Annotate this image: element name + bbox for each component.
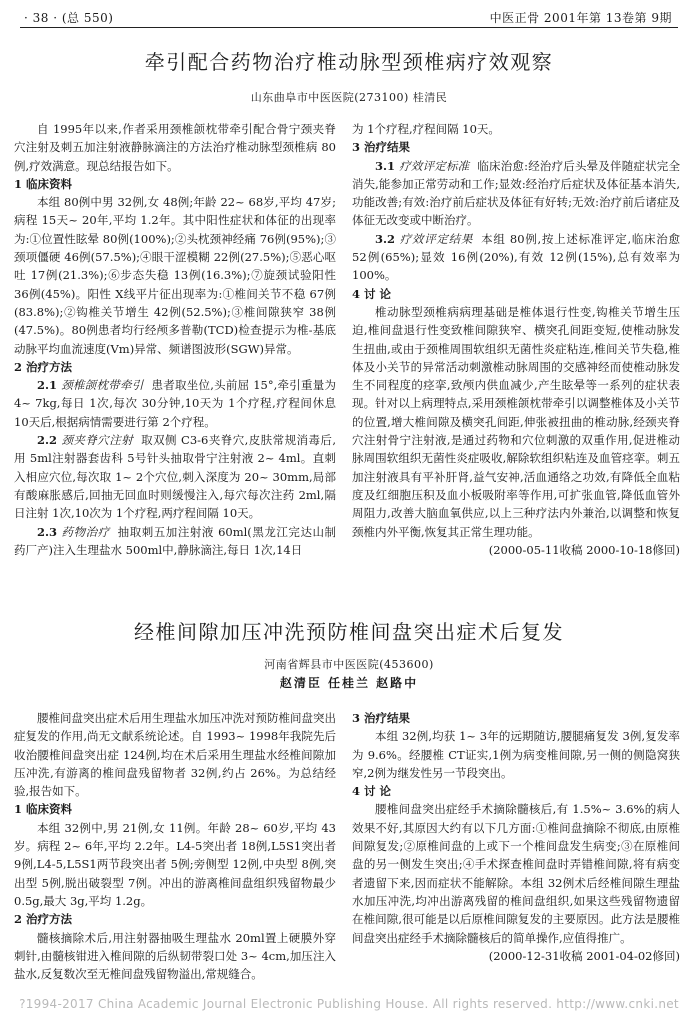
subsection-number: 2.3 — [37, 524, 58, 539]
subsection-paragraph — [352, 230, 680, 285]
article1-affiliation: 山东曲阜市中医医院(273100) 桂清民 — [250, 91, 448, 104]
section-heading: 2 治疗方法 — [14, 359, 73, 374]
subsection-title: 颈夹脊穴注射 — [61, 433, 134, 448]
received-date: (2000-12-31收稿 2001-04-02修回) — [488, 948, 680, 963]
body-paragraph: 本组 32例中,男 21例,女 11例。年龄 28~ 60岁,平均 43岁。病程 2~ 6年,平均 2.2年。L4-5突出者 18例,L5S1突出者 9例,L4-5,L5S1两节段突出者 5例;旁侧型 12例,中央型 8例,突出型 5例,脱出破裂型 7例。冲出的游离椎间盘组织残留物最少 0.5g,最大 3g,平均 1.2g。 — [14, 820, 336, 908]
section-heading: 4 讨 论 — [352, 784, 392, 799]
subsection-number: 2.2 — [37, 433, 58, 448]
body-paragraph: 腰椎间盘突出症经手术摘除髓核后,有 1.5%~ 3.6%的病人效果不好,其原因大约有以下几方面:①椎间盘摘除不彻底,由原椎间隙复发;②原椎间盘的上或下一个椎间盘发生病变;③在原椎间盘的另一侧发生突出;④手术探查椎间盘时弄错椎间隙,将有病变者遗留下来,因而症状不能解除。本组 32例术后经椎间隙生理盐水加压冲洗,均冲出游离残留的椎间盘组织,如果这些残留物遗留在椎间隙,很可能是以后原椎间隙复发的主要原因。此方法是腰椎间盘突出症经手术摘除髓核后的简单操作,应值得推广。 — [352, 802, 680, 945]
section-heading: 1 临床资料 — [14, 802, 73, 817]
subsection-text: 临床治愈:经治疗后头晕及伴随症状完全消失,能参加正常劳动和工作;显效:经治疗后症状及体征基本消失,功能改善;有效:治疗前后症状及体征有好转;无效:治疗前后诸症及体征无改变或中断治疗。 — [352, 158, 680, 228]
subsection-text: 本组 80例,按上述标准评定,临床治愈 52例(65%);显效 16例(20%),有效 12例(15%),总有效率为 100%。 — [352, 231, 680, 283]
subsection-number: 3.2 — [375, 231, 396, 246]
subsection-number: 3.1 — [375, 158, 396, 173]
section-heading: 2 治疗方法 — [14, 912, 73, 927]
article2-authors: 赵清臣 任桂兰 赵路中 — [279, 676, 419, 690]
body-paragraph: 本组 80例中男 32例,女 48例;年龄 22~ 68岁,平均 47岁;病程 15天~ 20年,平均 1.2年。其中阳性症状和体征的出现率为:①位置性眩晕 80例(100%);②头枕颈神经痛 76例(95%);③颈项僵硬 46例(57.5%);④眼干涩模糊 22例(27.5%);⑤恶心呕吐 17例(21.3%);⑥步态失稳 13例(16.3%);⑦旋颈试验阳性 36例(45%)。阳性 X线平片征出现率为:①椎间关节不稳 67例(83.8%);②钩椎关节增生 42例(52.5%);③椎间隙狭窄 38例(47.5%)。80例患者均行经颅多普勒(TCD)检查提示为椎-基底动脉平均血流速度(Vm)异常、频谱图波形(SGW)异常。 — [14, 195, 336, 356]
journal-issue-header: 中医正骨 2001年第 13卷第 9期 — [489, 11, 672, 25]
subsection-paragraph — [14, 431, 336, 522]
body-paragraph: 髓核摘除术后,用注射器抽吸生理盐水 20ml置上硬膜外穿刺针,由髓核钳进入椎间隙的后纵韧带裂口处 3~ 4cm,加压注入盐水,反复数次至无椎间盘残留物溢出,常规缝合。 — [14, 930, 336, 982]
section-heading: 1 临床资料 — [14, 176, 73, 191]
section-heading: 4 讨 论 — [352, 286, 392, 301]
body-paragraph: 椎动脉型颈椎病病理基础是椎体退行性变,钩椎关节增生压迫,椎间盘退行性变致椎间隙狭窄、横突孔间距变短,使椎动脉发生扭曲,或由于颈椎周围软组织无菌性炎症粘连,椎间关节失稳,椎体及小关节的异常活动刺激椎动脉周围的交感神经而使椎动脉发生不同程度的痉挛,致颅内供血减少,产生眩晕等一系列的症状表现。针对以上病理特点,采用颈椎颌枕带牵引以调整椎体及小关节的位置,增大椎间隙及横突孔间距,伸张被扭曲的椎动脉,经颈夹脊穴注射骨宁注射液,是通过药物和穴位刺激的双重作用,促进椎动脉周围软组织无菌性炎症吸收,解除软组织粘连及血管痉挛。刺五加注射液具有平补肝肾,益气安神,活血通络之功效,有降低全血粘度及红细胞压积及血小板吸附率等作用,可扩张血管,降低血管外周阻力,改善大脑血氧供应,以上三种疗法内外兼治,以调整和恢复颈椎内外平衡,恢复其正常生理功能。 — [352, 304, 680, 539]
subsection-title: 疗效评定标准 — [399, 158, 470, 173]
section-heading: 3 治疗结果 — [352, 711, 411, 725]
article2-affiliation: 河南省辉县市中医医院(453600) — [264, 658, 434, 671]
subsection-title: 药物治疗 — [61, 524, 110, 539]
body-paragraph: 自 1995年以来,作者采用颈椎颌枕带牵引配合骨宁颈夹脊穴注射及刺五加注射液静脉滴注的方法治疗椎动脉型颈椎病 80例,疗效满意。现总结报告如下。 — [14, 122, 336, 173]
subsection-title: 颈椎颌枕带牵引 — [61, 378, 144, 393]
page-number-header: · 38 · (总 550) — [24, 11, 114, 25]
subsection-paragraph — [14, 376, 336, 431]
body-paragraph: 腰椎间盘突出症术后用生理盐水加压冲洗对预防椎间盘突出症复发的作用,尚无文献系统论述。自 1993~ 1998年我院先后收治腰椎间盘突出症 124例,均在术后采用生理盐水经椎间隙加压冲洗,有游离的椎间盘残留物者 32例,约占 26%。为总结经验,报告如下。 — [14, 711, 336, 799]
body-paragraph: 为 1个疗程,疗程间隔 10天。 — [352, 122, 500, 136]
subsection-text: 取双侧 C3-6夹脊穴,皮肤常规消毒后,用 5ml注射器套齿科 5号针头抽取骨宁注射液 2~ 4ml。直刺入相应穴位,每次取 1~ 2个穴位,刺入深度为 20~ 30mm,局部有酸麻胀感后,回抽无回血时则缓慢注入,每穴每次注药 2ml,隔日注射 1次,10次为 1个疗程,两疗程间隔 10天。 — [14, 433, 336, 521]
article1-right-column — [352, 120, 680, 559]
article1-title: 牵引配合药物治疗椎动脉型颈椎病疗效观察 — [144, 50, 554, 74]
received-date: (2000-05-11收稿 2000-10-18修回) — [488, 542, 680, 557]
header-rule — [20, 27, 678, 28]
article2-left-column — [14, 709, 336, 983]
body-paragraph: 本组 32例,均获 1~ 3年的远期随访,腰腿痛复发 3例,复发率为 9.6%。经腰椎 CT证实,1例为病变椎间隙,另一侧的侧隐窝狭窄,2例为继发性另一节段突出。 — [352, 729, 680, 780]
article1-left-column — [14, 120, 336, 559]
section-heading: 3 治疗结果 — [352, 140, 411, 155]
article2-title: 经椎间隙加压冲洗预防椎间盘突出症术后复发 — [134, 620, 564, 644]
subsection-text: 抽取刺五加注射液 60ml(黑龙江完达山制药厂产)注入生理盐水 500ml中,静脉滴注,每日 1次,14日 — [14, 524, 337, 557]
copyright-footer: ?1994-2017 China Academic Journal Electronic Publishing House. All rights reserved. http://www.cnki.net — [19, 997, 679, 1011]
subsection-paragraph — [352, 157, 680, 230]
article2-right-column — [352, 709, 680, 965]
subsection-number: 2.1 — [37, 378, 58, 393]
subsection-text: 患者取坐位,头前屈 15°,牵引重量为 4~ 7kg,每日 1次,每次 30分钟,10天为 1个疗程,疗程间休息 10天后,根据病情需要进行第 2个疗程。 — [14, 378, 337, 429]
subsection-paragraph — [14, 523, 336, 560]
subsection-title: 疗效评定结果 — [399, 231, 474, 246]
